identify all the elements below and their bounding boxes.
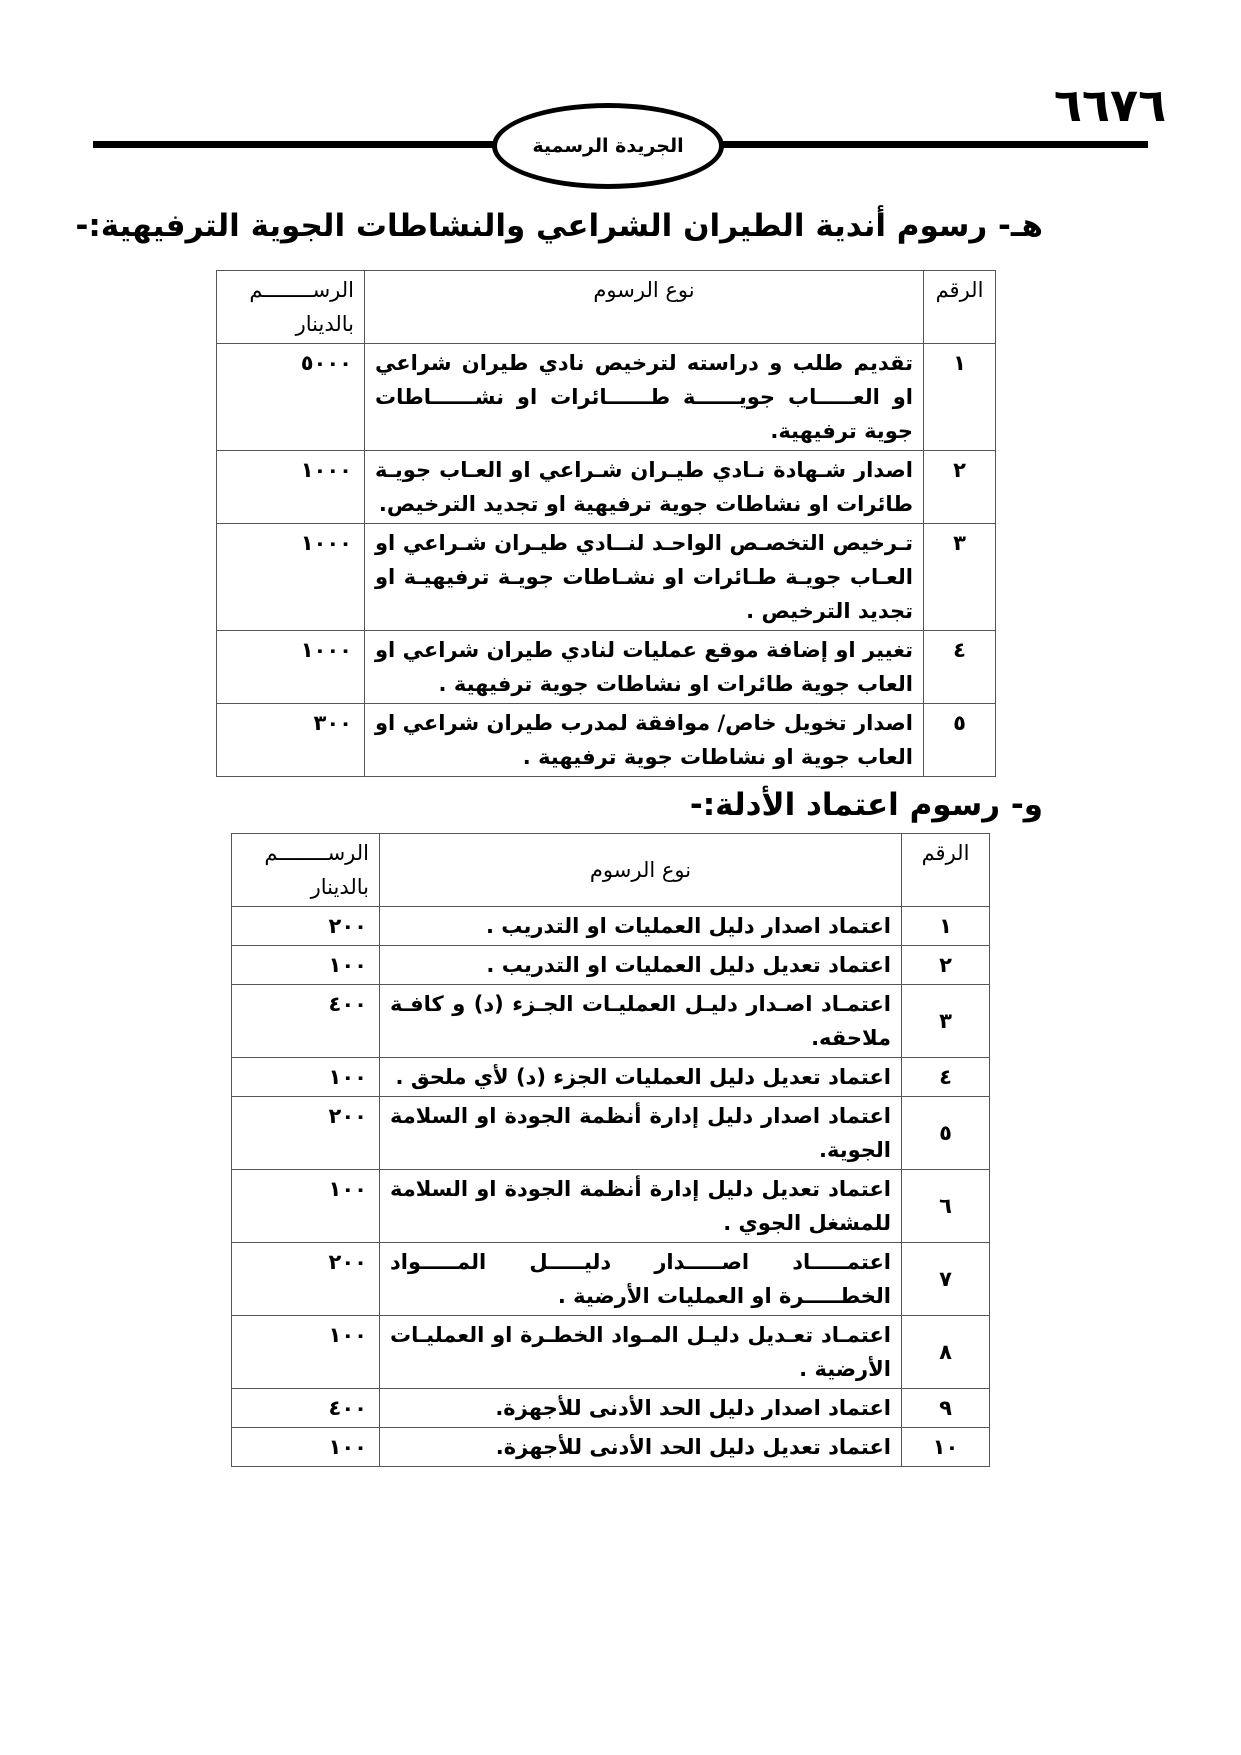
row-number: ٤	[902, 1058, 990, 1097]
row-number: ٦	[902, 1170, 990, 1243]
fees-table-gliding-clubs	[216, 270, 996, 777]
row-fee: ١٠٠	[232, 1316, 380, 1389]
table-header-row	[217, 271, 996, 344]
table-row	[217, 704, 996, 777]
row-description: اعتماد اصدار دليل إدارة أنظمة الجودة او السلامة الجوية.	[380, 1097, 902, 1170]
table-row	[232, 985, 990, 1058]
table-row	[232, 1243, 990, 1316]
row-fee: ٤٠٠	[232, 985, 380, 1058]
row-fee: ١٠٠	[232, 1170, 380, 1243]
row-fee: ١٠٠٠	[217, 631, 365, 704]
table-row	[232, 907, 990, 946]
row-description: اعتماد تعديل دليل العمليات الجزء (د) لأي ملحق .	[380, 1058, 902, 1097]
row-number: ٩	[902, 1389, 990, 1428]
row-description: تغيير او إضافة موقع عمليات لنادي طيران شراعي او العاب جوية طائرات او نشاطات جوية ترفيهية .	[365, 631, 924, 704]
row-number: ٥	[924, 704, 996, 777]
row-description: اعتماد تعديل دليل العمليات او التدريب .	[380, 946, 902, 985]
row-fee: ٢٠٠	[232, 907, 380, 946]
column-header-fee-type: نوع الرسوم	[365, 271, 924, 344]
table-row	[232, 1389, 990, 1428]
masthead-title: الجريدة الرسمية	[532, 135, 684, 157]
row-fee: ٢٠٠	[232, 1097, 380, 1170]
row-fee: ١٠٠	[232, 946, 380, 985]
fee-header-line2: بالدينار	[310, 875, 369, 899]
page-number: ٦٦٧٦	[1053, 78, 1167, 132]
table-row	[232, 1170, 990, 1243]
fee-header-line1: الرســــــــم	[249, 278, 354, 302]
row-description: اصدار شـهادة نـادي طيـران شـراعي او العـاب جويـة طائرات او نشاطات جوية ترفيهية او تجديد الترخيص.	[365, 451, 924, 524]
section-h-heading: هـ- رسوم أندية الطيران الشراعي والنشاطات الجوية الترفيهية:-	[75, 208, 1043, 244]
row-description: اعتماد تعديل دليل إدارة أنظمة الجودة او السلامة للمشغل الجوي .	[380, 1170, 902, 1243]
table-row	[217, 524, 996, 631]
row-description: تقديم طلب و دراسته لترخيص نادي طيران شراعي او العـــــاب جويــــــة طــــــائرات او نشــــــاطات جوية ترفيهية.	[365, 344, 924, 451]
row-number: ١٠	[902, 1428, 990, 1467]
table-row	[217, 344, 996, 451]
row-description: تـرخيص التخصـص الواحـد لنــادي طيـران شـراعي او العـاب جويـة طـائرات او نشـاطات جويـة ترفيهيـة او تجديد الترخيص .	[365, 524, 924, 631]
table-row	[232, 1428, 990, 1467]
column-header-fee-amount	[217, 271, 365, 344]
row-number: ١	[924, 344, 996, 451]
row-fee: ١٠٠٠	[217, 451, 365, 524]
section-w-heading: و- رسوم اعتماد الأدلة:-	[689, 787, 1043, 823]
row-fee: ١٠٠	[232, 1058, 380, 1097]
row-number: ٣	[924, 524, 996, 631]
row-description: اعتماد اصدار دليل العمليات او التدريب .	[380, 907, 902, 946]
column-header-fee-amount	[232, 834, 380, 907]
row-number: ٣	[902, 985, 990, 1058]
table-row	[232, 1097, 990, 1170]
column-header-number: الرقم	[902, 834, 990, 907]
row-description: اعتمـاد اصـدار دليـل العمليـات الجـزء (د) و كافـة ملاحقه.	[380, 985, 902, 1058]
table-row	[217, 451, 996, 524]
row-number: ١	[902, 907, 990, 946]
row-fee: ١٠٠٠	[217, 524, 365, 631]
table-header-row	[232, 834, 990, 907]
row-fee: ٣٠٠	[217, 704, 365, 777]
column-header-number: الرقم	[924, 271, 996, 344]
table-row	[217, 631, 996, 704]
fee-header-line2: بالدينار	[295, 312, 354, 336]
row-fee: ٢٠٠	[232, 1243, 380, 1316]
row-fee: ٤٠٠	[232, 1389, 380, 1428]
row-fee: ١٠٠	[232, 1428, 380, 1467]
row-fee: ٥٠٠٠	[217, 344, 365, 451]
row-description: اعتمـــــاد اصـــــدار دليـــــل المـــــواد الخطـــــرة او العمليات الأرضية .	[380, 1243, 902, 1316]
fee-header-line1: الرســــــــم	[264, 841, 369, 865]
table-row	[232, 1058, 990, 1097]
row-number: ٢	[924, 451, 996, 524]
table-row	[232, 1316, 990, 1389]
column-header-fee-type: نوع الرسوم	[380, 834, 902, 907]
row-description: اعتماد تعديل دليل الحد الأدنى للأجهزة.	[380, 1428, 902, 1467]
row-number: ٥	[902, 1097, 990, 1170]
masthead-oval	[492, 103, 724, 189]
row-number: ٨	[902, 1316, 990, 1389]
table-row	[232, 946, 990, 985]
row-description: اعتماد اصدار دليل الحد الأدنى للأجهزة.	[380, 1389, 902, 1428]
row-description: اصدار تخويل خاص/ موافقة لمدرب طيران شراعي او العاب جوية او نشاطات جوية ترفيهية .	[365, 704, 924, 777]
fees-table-manuals-approval	[231, 833, 990, 1467]
row-number: ٢	[902, 946, 990, 985]
row-description: اعتمـاد تعـديل دليـل المـواد الخطـرة او العمليـات الأرضية .	[380, 1316, 902, 1389]
row-number: ٧	[902, 1243, 990, 1316]
row-number: ٤	[924, 631, 996, 704]
